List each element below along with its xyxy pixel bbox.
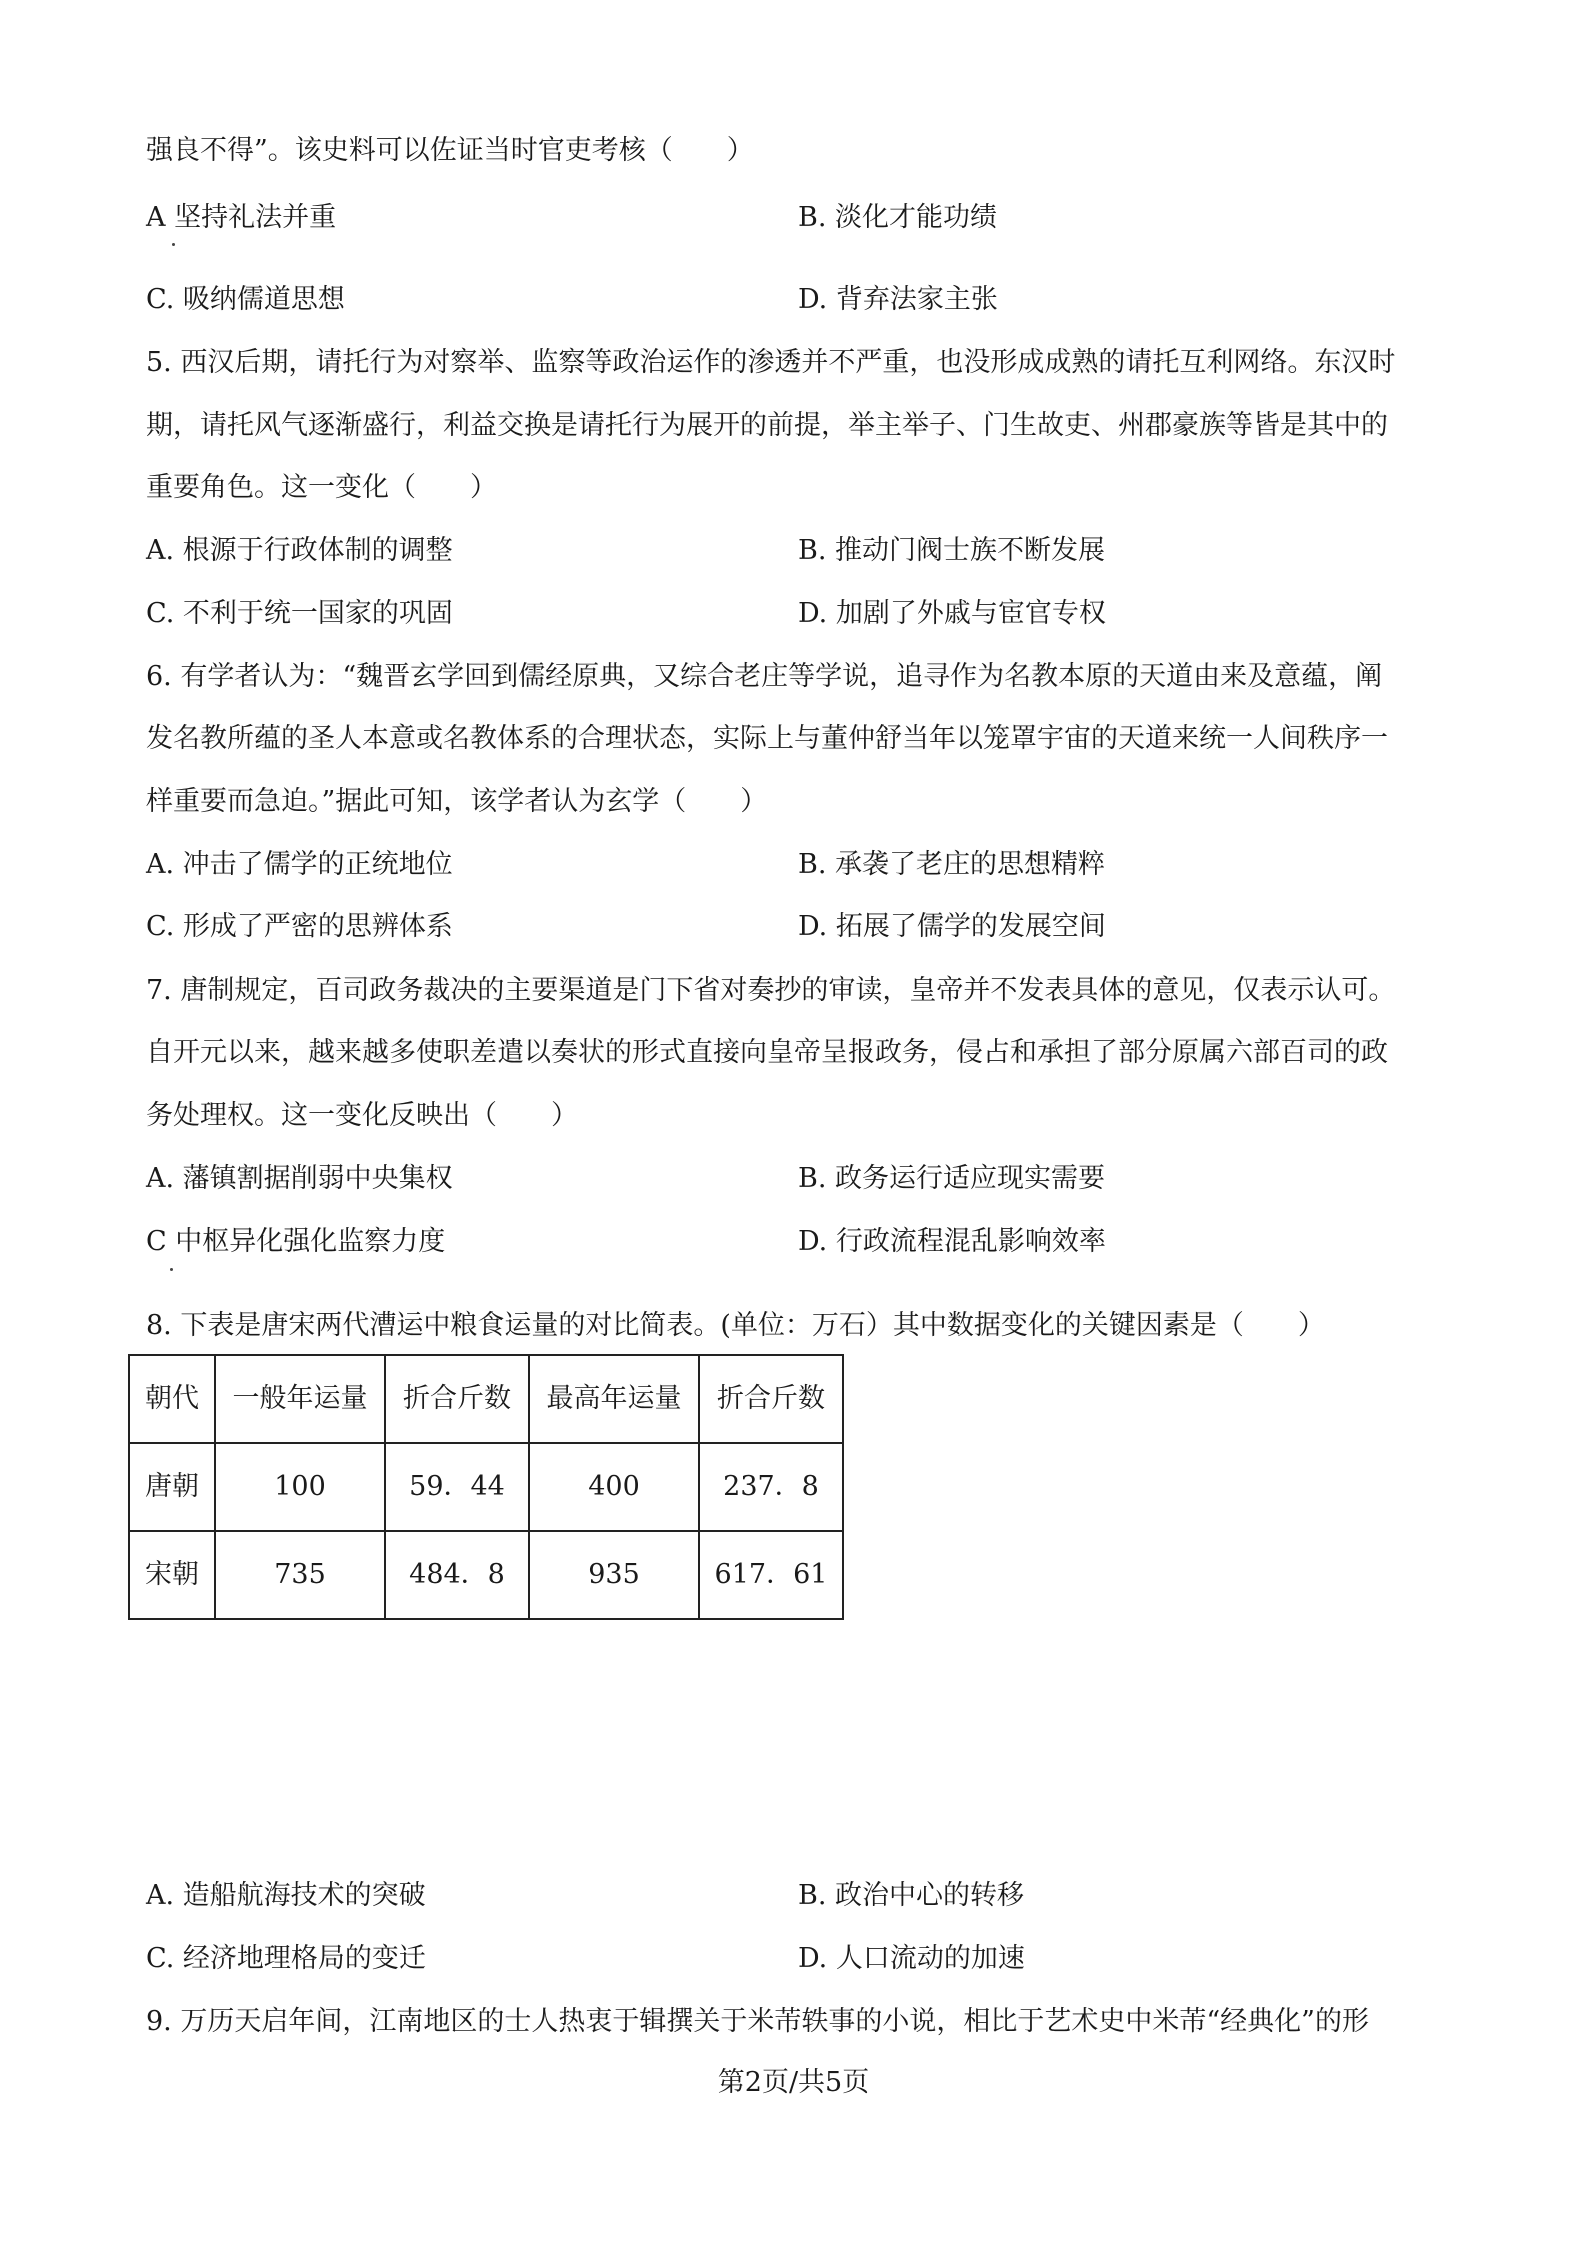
q7-option-a: A. 藩镇割据削弱中央集权: [146, 1163, 453, 1194]
table-cell: 100: [215, 1443, 385, 1531]
question-6-line: 发名教所蕴的圣人本意或名教体系的合理状态，实际上与董仲舒当年以笼罩宇宙的天道来统一人间秩序一: [146, 723, 1388, 754]
q7-option-d: D. 行政流程混乱影响效率: [798, 1226, 1106, 1257]
q8-option-a: A. 造船航海技术的突破: [146, 1880, 426, 1911]
table-row: [129, 1531, 843, 1619]
question-5-line: 5. 西汉后期，请托行为对察举、监察等政治运作的渗透并不严重，也没形成成熟的请托互利网络。东汉时: [146, 347, 1396, 378]
scan-dot: [170, 1268, 173, 1271]
table-cell: 617．61: [699, 1531, 843, 1619]
question-7-line: 务处理权。这一变化反映出（ ）: [146, 1100, 578, 1131]
question-4-tail: 强良不得”。该史料可以佐证当时官吏考核（ ）: [146, 135, 754, 166]
table-header-cell: 折合斤数: [385, 1355, 529, 1443]
q8-option-d: D. 人口流动的加速: [798, 1943, 1025, 1974]
q7-option-b: B. 政务运行适应现实需要: [798, 1163, 1106, 1194]
table-cell: 400: [529, 1443, 699, 1531]
table-cell: 484．8: [385, 1531, 529, 1619]
q6-option-d: D. 拓展了儒学的发展空间: [798, 911, 1106, 942]
q6-option-a: A. 冲击了儒学的正统地位: [146, 849, 453, 880]
q8-option-c: C. 经济地理格局的变迁: [146, 1943, 426, 1974]
q8-option-b: B. 政治中心的转移: [798, 1880, 1025, 1911]
scan-dot: [172, 243, 175, 246]
question-7-line: 自开元以来，越来越多使职差遣以奏状的形式直接向皇帝呈报政务，侵占和承担了部分原属六部百司的政: [146, 1037, 1388, 1068]
table-cell: 735: [215, 1531, 385, 1619]
table-header-cell: 最高年运量: [529, 1355, 699, 1443]
q4-option-b: B. 淡化才能功绩: [798, 202, 998, 233]
question-7-line: 7. 唐制规定，百司政务裁决的主要渠道是门下省对奏抄的审读，皇帝并不发表具体的意见，仅表示认可。: [146, 975, 1396, 1006]
table-cell: 59．44: [385, 1443, 529, 1531]
question-5-line: 期，请托风气逐渐盛行，利益交换是请托行为展开的前提，举主举子、门生故吏、州郡豪族等皆是其中的: [146, 410, 1388, 441]
question-8-stem: 8. 下表是唐宋两代漕运中粮食运量的对比简表。(单位：万石）其中数据变化的关键因素是（ ）: [146, 1310, 1325, 1341]
question-9-line: 9. 万历天启年间，江南地区的士人热衷于辑撰关于米芾轶事的小说，相比于艺术史中米芾“经典化”的形: [146, 2006, 1369, 2037]
table-cell: 935: [529, 1531, 699, 1619]
q4-option-a: A 坚持礼法并重: [146, 202, 337, 233]
q5-option-c: C. 不利于统一国家的巩固: [146, 598, 453, 629]
table-cell: 宋朝: [129, 1531, 215, 1619]
question-6-line: 6. 有学者认为：“魏晋玄学回到儒经原典，又综合老庄等学说，追寻作为名教本原的天道由来及意蕴，阐: [146, 661, 1383, 692]
q6-option-c: C. 形成了严密的思辨体系: [146, 911, 453, 942]
table-header-cell: 朝代: [129, 1355, 215, 1443]
table-header-row: [129, 1355, 843, 1443]
q7-option-c: C 中枢异化强化监察力度: [146, 1226, 446, 1257]
q6-option-b: B. 承袭了老庄的思想精粹: [798, 849, 1106, 880]
table-cell: 唐朝: [129, 1443, 215, 1531]
q5-option-d: D. 加剧了外戚与宦官专权: [798, 598, 1106, 629]
page-number: 第2页/共5页: [717, 2067, 870, 2098]
q4-option-c: C. 吸纳儒道思想: [146, 284, 345, 315]
question-5-line: 重要角色。这一变化（ ）: [146, 472, 497, 503]
table-header-cell: 一般年运量: [215, 1355, 385, 1443]
table-cell: 237．8: [699, 1443, 843, 1531]
grain-transport-table: [128, 1354, 844, 1620]
q5-option-b: B. 推动门阀士族不断发展: [798, 535, 1106, 566]
q5-option-a: A. 根源于行政体制的调整: [146, 535, 453, 566]
table-header-cell: 折合斤数: [699, 1355, 843, 1443]
question-6-line: 样重要而急迫。”据此可知，该学者认为玄学（ ）: [146, 786, 768, 817]
table-row: [129, 1443, 843, 1531]
q4-option-d: D. 背弃法家主张: [798, 284, 998, 315]
